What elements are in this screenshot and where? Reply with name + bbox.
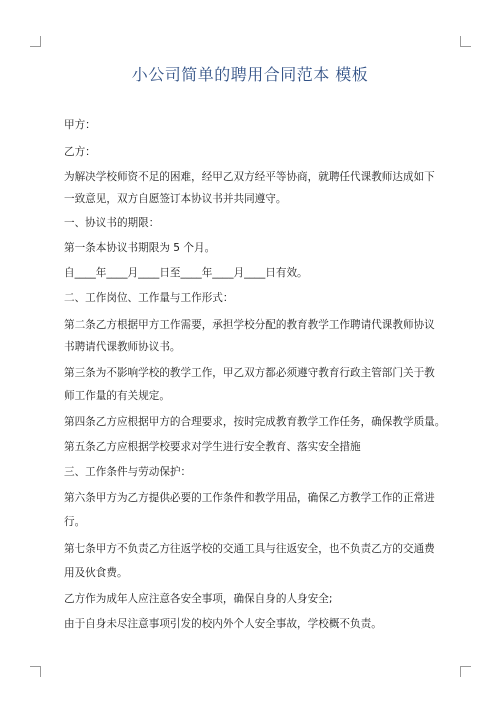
paragraph-line: 第三条为不影响学校的教学工作，甲乙双方都必须遵守教育行政主管部门关于教 <box>64 367 435 379</box>
document-title: 小公司简单的聘用合同范本 模板 <box>131 65 369 84</box>
party-b-line: 乙方： <box>64 146 96 158</box>
crop-mark-top-right <box>460 36 471 47</box>
paragraph-line: 书聘请代课教师协议书。 <box>64 341 181 353</box>
paragraph-line: 第二条乙方根据甲方工作需要，承担学校分配的教育教学工作聘请代课教师协议 <box>64 319 435 331</box>
section-heading: 三、工作条件与劳动保护： <box>64 466 192 478</box>
crop-mark-bottom-left <box>30 666 41 677</box>
section-heading: 二、工作岗位、工作量与工作形式： <box>64 292 234 304</box>
paragraph-line: 一致意见，双方自愿签订本协议书并共同遵守。 <box>64 193 287 205</box>
paragraph-line: 师工作量的有关规定。 <box>64 390 170 402</box>
party-a-line: 甲方： <box>64 119 96 131</box>
paragraph-line: 行。 <box>64 516 86 528</box>
crop-mark-bottom-right <box>460 666 471 677</box>
paragraph-line: 第一条本协议书期限为 5 个月。 <box>64 242 216 254</box>
paragraph-line: 第七条甲方不负责乙方往返学校的交通工具与往返安全，也不负责乙方的交通费 <box>64 543 435 555</box>
paragraph-line: 用及伙食费。 <box>64 567 128 579</box>
crop-mark-top-left <box>30 36 41 47</box>
paragraph-line: 为解决学校师资不足的困难，经甲乙双方经平等协商，就聘任代课教师达成如下 <box>64 171 435 183</box>
section-heading: 一、协议书的期限： <box>64 217 160 229</box>
paragraph-line: 乙方作为成年人应注意各安全事项，确保自身的人身安全; <box>64 593 333 605</box>
paragraph-line: 第五条乙方应根据学校要求对学生进行安全教育、落实安全措施 <box>64 441 361 453</box>
paragraph-line: 由于自身未尽注意事项引发的校内外个人安全事故，学校概不负责。 <box>64 618 382 630</box>
paragraph-line: 自____年____月____日至____年____月____日有效。 <box>64 267 308 279</box>
paragraph-line: 第四条乙方应根据甲方的合理要求，按时完成教育教学工作任务，确保教学质量。 <box>64 416 446 428</box>
paragraph-line: 第六条甲方为乙方提供必要的工作条件和教学用品，确保乙方教学工作的正常进 <box>64 492 435 504</box>
